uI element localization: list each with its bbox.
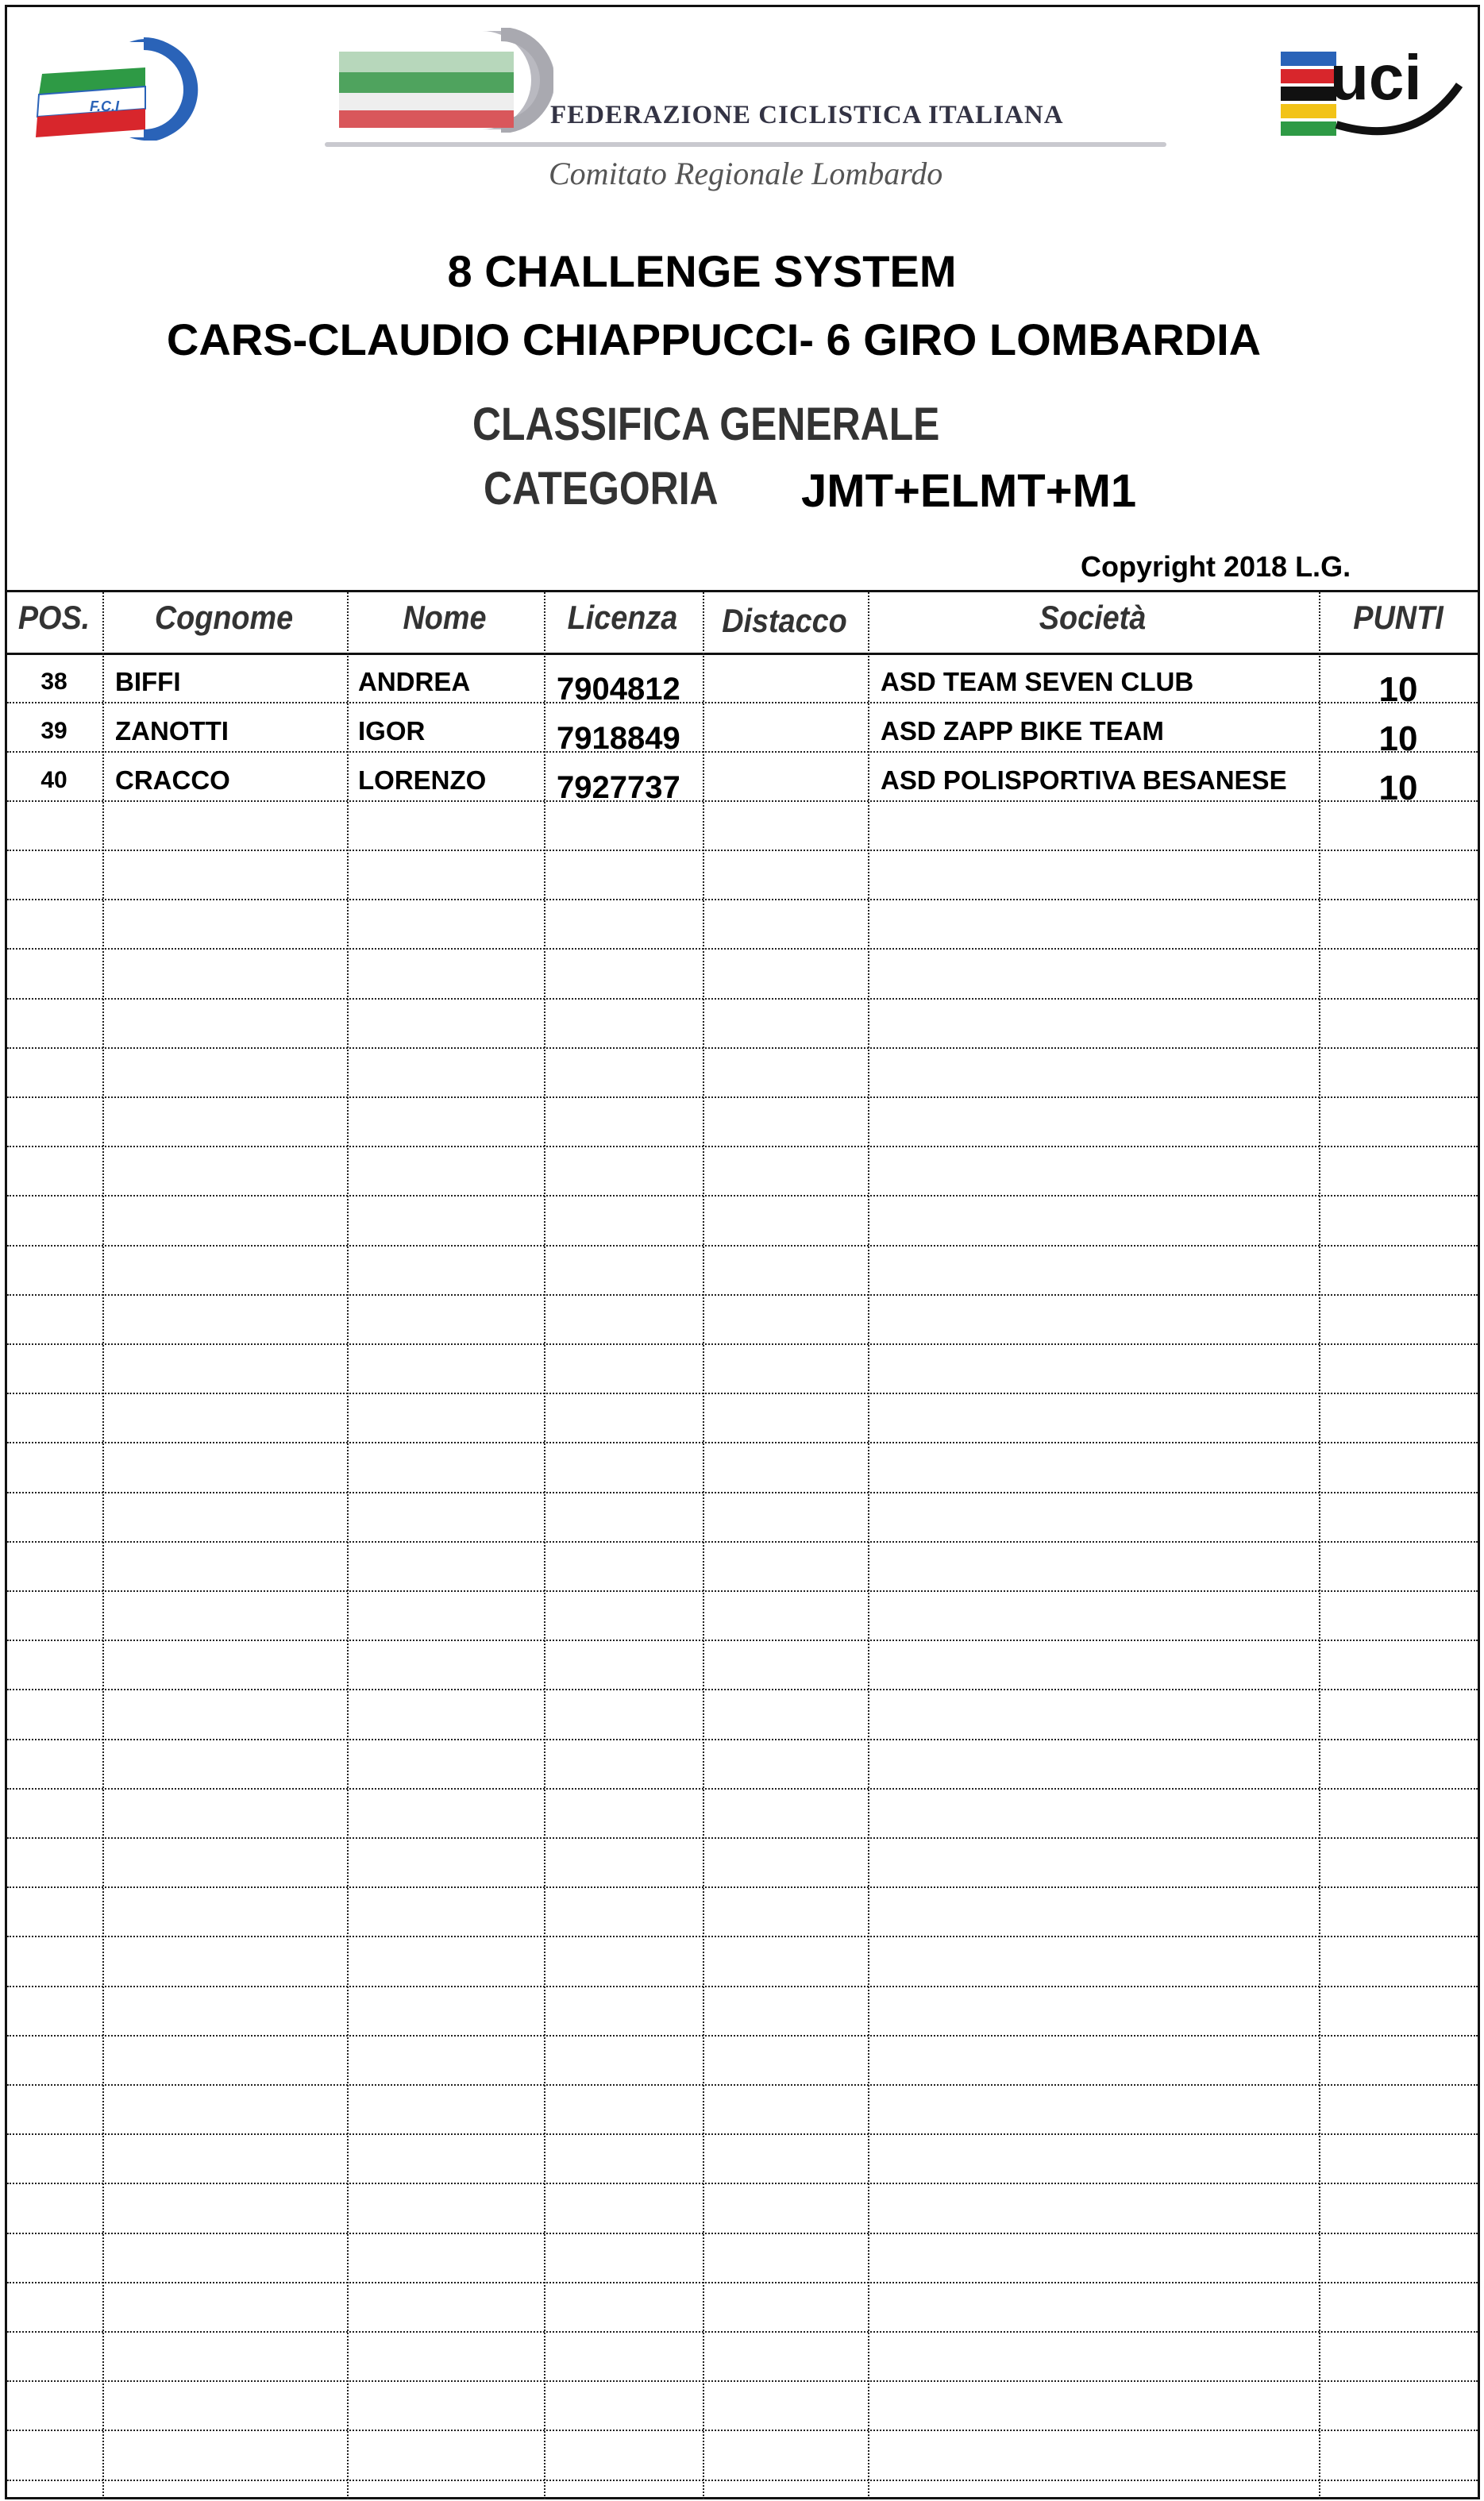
cell-licenza: 7904812 [557, 672, 680, 707]
column-divider [1319, 592, 1320, 2499]
cell-nome: LORENZO [358, 765, 487, 795]
empty-table-row [7, 2183, 1478, 2234]
empty-table-row [7, 1096, 1478, 1147]
header-nome: Nome [403, 599, 487, 636]
empty-table-row [7, 1196, 1478, 1247]
empty-table-row [7, 998, 1478, 1049]
header-punti: PUNTI [1353, 599, 1444, 636]
empty-table-row [7, 1788, 1478, 1839]
column-divider [703, 592, 704, 2499]
empty-table-row [7, 1936, 1478, 1987]
table-row [7, 751, 1478, 807]
empty-table-row [7, 1886, 1478, 1937]
empty-table-row [7, 800, 1478, 851]
cell-cognome: BIFFI [115, 667, 181, 696]
column-divider [868, 592, 869, 2499]
header-divider [325, 142, 1166, 147]
empty-table-row [7, 1393, 1478, 1443]
empty-table-row [7, 1986, 1478, 2037]
empty-table-row [7, 1245, 1478, 1296]
empty-table-row [7, 1541, 1478, 1592]
federation-subtitle: Comitato Regionale Lombardo [549, 156, 943, 191]
empty-table-row [7, 2035, 1478, 2086]
table-header-row [7, 592, 1478, 655]
category-value: JMT+ELMT+M1 [801, 465, 1137, 517]
cell-nome: IGOR [358, 716, 426, 746]
cell-societa: ASD POLISPORTIVA BESANESE [881, 765, 1287, 795]
empty-table-row [7, 2331, 1478, 2382]
title-challenge: 8 CHALLENGE SYSTEM [447, 246, 957, 296]
empty-table-row [7, 1739, 1478, 1790]
cell-pos: 40 [40, 767, 67, 793]
empty-table-row [7, 1492, 1478, 1543]
empty-table-row [7, 1343, 1478, 1394]
cell-pos: 39 [40, 718, 67, 744]
uci-logo-text: uci [1330, 42, 1422, 113]
empty-table-row [7, 1146, 1478, 1197]
table-row [7, 653, 1478, 709]
column-divider [102, 592, 104, 2499]
empty-table-row [7, 1443, 1478, 1493]
empty-table-row [7, 1690, 1478, 1740]
empty-table-row [7, 2133, 1478, 2184]
cell-cognome: CRACCO [115, 765, 230, 795]
fci-logo [34, 36, 217, 141]
classification-heading: CLASSIFICA GENERALE [472, 399, 940, 450]
uci-logo [1281, 37, 1471, 141]
fci-logo-text: F.C.I [90, 98, 120, 114]
header-cognome: Cognome [154, 599, 294, 636]
cell-societa: ASD TEAM SEVEN CLUB [881, 667, 1194, 696]
federation-flag-icon [323, 28, 553, 133]
empty-table-row [7, 2430, 1478, 2481]
category-label: CATEGORIA [484, 463, 719, 514]
cell-licenza: 7927737 [557, 770, 680, 805]
empty-table-row [7, 1590, 1478, 1641]
cell-licenza: 7918849 [557, 721, 680, 756]
results-table [7, 590, 1478, 2499]
header-societa: Società [1039, 599, 1147, 636]
header-licenza: Licenza [567, 599, 678, 636]
cell-cognome: ZANOTTI [115, 716, 229, 746]
cell-societa: ASD ZAPP BIKE TEAM [881, 716, 1164, 746]
copyright-note: Copyright 2018 L.G. [1081, 550, 1351, 583]
column-divider [347, 592, 349, 2499]
header-pos: POS. [17, 599, 91, 636]
table-row [7, 702, 1478, 758]
empty-table-row [7, 949, 1478, 1000]
empty-table-row [7, 2233, 1478, 2283]
empty-table-row [7, 1640, 1478, 1690]
cell-punti: 10 [1378, 719, 1418, 758]
empty-table-row [7, 899, 1478, 950]
empty-table-row [7, 1837, 1478, 1888]
cell-punti: 10 [1378, 670, 1418, 709]
federation-name: FEDERAZIONE CICLISTICA ITALIANA [550, 101, 1064, 129]
empty-table-row [7, 2084, 1478, 2135]
cell-pos: 38 [40, 669, 67, 695]
empty-table-row [7, 2282, 1478, 2333]
cell-nome: ANDREA [358, 667, 471, 696]
empty-table-row [7, 2380, 1478, 2431]
cell-punti: 10 [1378, 769, 1418, 807]
header-distacco: Distacco [722, 602, 847, 639]
empty-table-row [7, 850, 1478, 900]
title-event: CARS-CLAUDIO CHIAPPUCCI- 6 GIRO LOMBARDIA [166, 314, 1262, 364]
empty-table-row [7, 1294, 1478, 1345]
classification-sheet [5, 5, 1480, 2499]
column-divider [544, 592, 545, 2499]
empty-table-row [7, 1047, 1478, 1098]
